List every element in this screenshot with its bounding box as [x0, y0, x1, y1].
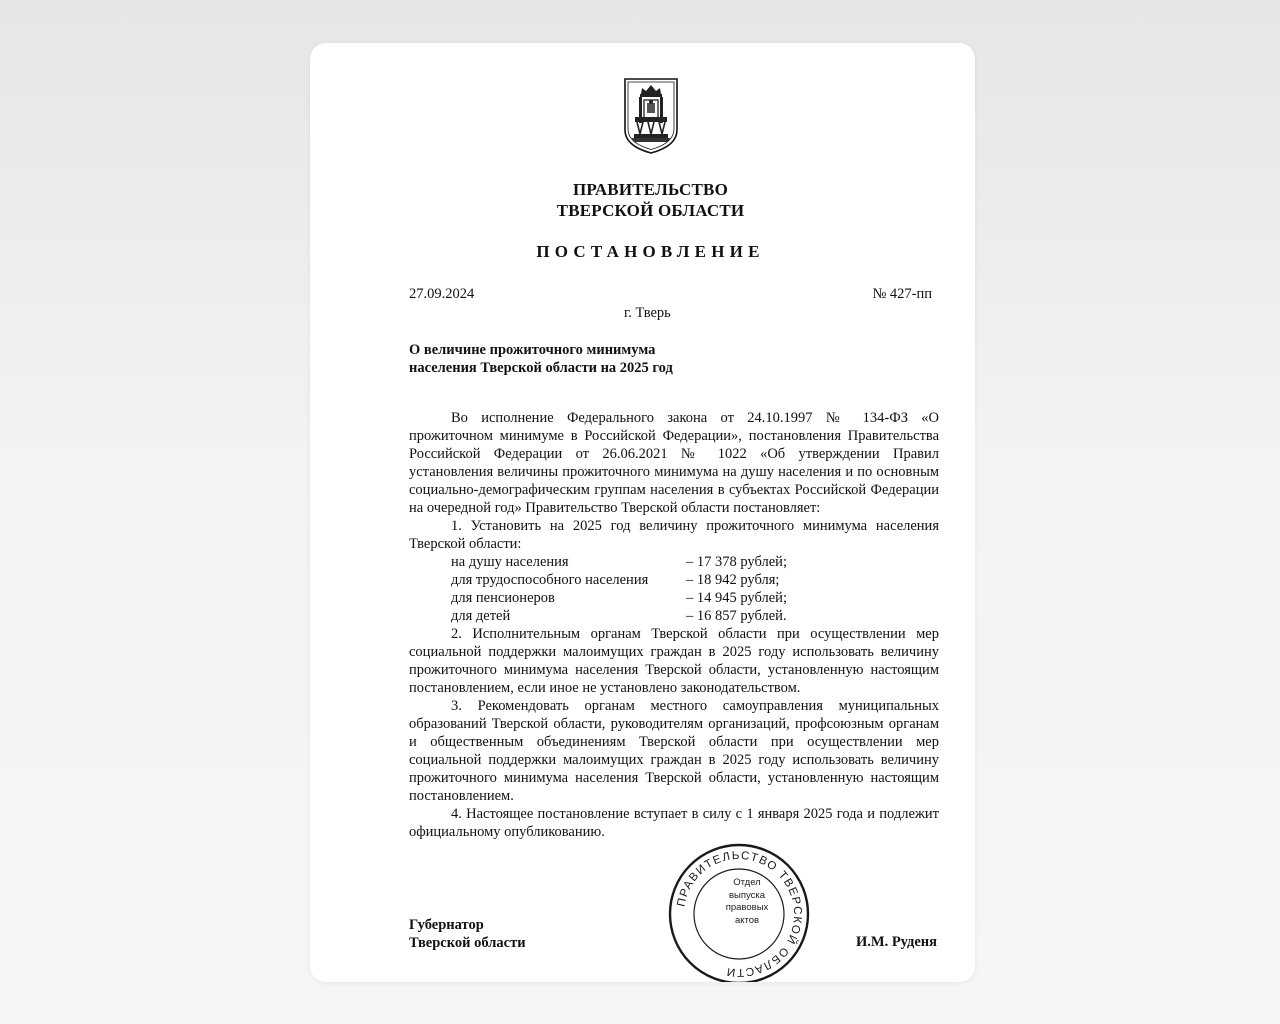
amount-label: для трудоспособного населения	[451, 572, 649, 588]
item-3-paragraph: 3. Рекомендовать органам местного самоуправления муниципальных образований Тверской области, руководителям организаций, профсоюзным органам и общественным объединениям Тверской области при осуществлении мер социальной поддержки малоимущих граждан в 2025 году использовать величину прожиточного минимума населения Тверской области, установленную настоящим постановлением.	[409, 698, 939, 804]
amount-value: – 14 945 рублей;	[686, 590, 787, 606]
tver-coat-of-arms-icon	[622, 76, 680, 156]
item-2-paragraph: 2. Исполнительным органам Тверской области при осуществлении мер социальной поддержки малоимущих граждан в 2025 году использовать величину прожиточного минимума населения Тверской области, установленную настоящим постановлением, если иное не установлено законодательством.	[409, 626, 939, 696]
amount-label: на душу населения	[451, 554, 569, 570]
subject-line: О величине прожиточного минимума	[409, 342, 656, 358]
stamp-center-line: Отдел	[733, 877, 761, 888]
amount-row	[409, 589, 939, 607]
signatory-name: И.М. Руденя	[855, 934, 937, 950]
document-city: г. Тверь	[624, 305, 671, 321]
amount-value: – 16 857 рублей.	[686, 608, 787, 624]
stamp-center-text	[722, 877, 772, 927]
signatory-title	[409, 916, 526, 952]
preamble-paragraph: Во исполнение Федерального закона от 24.10.1997 № 134-ФЗ «О прожиточном минимуме в Российской Федерации», постановления Правительства Российской Федерации от 26.06.2021 № 1022 «Об утверждении Правил установления величины прожиточного минимума на душу населения и по основным социально-демографическим группам населения в субъектах Российской Федерации на очередной год» Правительство Тверской области постановляет:	[409, 410, 939, 516]
document-date: 27.09.2024	[409, 286, 475, 302]
subject-line: населения Тверской области на 2025 год	[409, 360, 673, 376]
stamp-center-line: актов	[734, 914, 760, 926]
stamp-center-line: правовых	[725, 902, 769, 913]
item-1-paragraph: 1. Установить на 2025 год величину прожиточного минимума населения Тверской области:	[409, 518, 939, 552]
amount-value: – 17 378 рублей;	[686, 554, 787, 570]
amount-row	[409, 571, 939, 589]
amount-row	[409, 607, 939, 625]
document-body	[409, 409, 939, 841]
signatory-title-line: Губернатор	[409, 917, 484, 933]
amount-label: для детей	[451, 608, 511, 624]
organization-region: ТВЕРСКОЙ ОБЛАСТИ	[556, 201, 745, 220]
item-4-paragraph: 4. Настоящее постановление вступает в силу с 1 января 2025 года и подлежит официальному опубликованию.	[409, 806, 939, 840]
amount-label: для пенсионеров	[451, 590, 555, 606]
signatory-title-line: Тверской области	[409, 935, 526, 951]
subsistence-minimum-list	[409, 553, 939, 625]
document-subject	[409, 341, 673, 377]
document-type: ПОСТАНОВЛЕНИЕ	[536, 242, 765, 261]
stamp-center-line: выпуска	[728, 889, 766, 901]
organization-name: ПРАВИТЕЛЬСТВО	[573, 180, 728, 199]
document-page	[310, 43, 975, 982]
stamp-ring-text: ПРАВИТЕЛЬСТВО ТВЕРСКОЙ ОБЛАСТИ	[675, 849, 804, 979]
amount-row	[409, 553, 939, 571]
document-number: № 427-пп	[872, 286, 932, 302]
amount-value: – 18 942 рубля;	[686, 572, 780, 588]
